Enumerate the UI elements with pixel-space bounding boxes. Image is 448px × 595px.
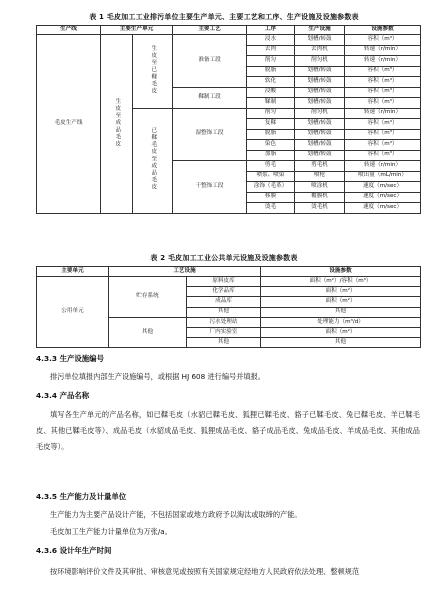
param-cell: 面积（m²） (261, 287, 421, 297)
step-cell: 浸酸 (247, 87, 295, 98)
param-cell: 处理能力（m³/d） (261, 317, 421, 327)
param-cell: 转速（r/min） (345, 45, 421, 56)
facility-cell: 成品库 (187, 297, 261, 307)
header-cell: 生产线 (37, 26, 101, 35)
main-unit-cell: 生皮至成品毛皮 (101, 35, 133, 214)
facility-cell: 去肉机 (295, 45, 345, 56)
process-cell: 湿整饰工段 (173, 108, 247, 161)
step-cell: 软化 (247, 77, 295, 88)
header-cell: 工艺设施 (109, 267, 261, 277)
facility-cell: 划槽/转鼓 (295, 77, 345, 88)
header-cell: 主要工艺 (173, 26, 247, 35)
param-cell: 容积（m³） (345, 119, 421, 130)
facility-cell: 划槽/转鼓 (295, 98, 345, 109)
table1-caption: 表 1 毛皮加工工业排污单位主要生产单元、主要工艺和工序、生产设施及设施参数表 (89, 13, 359, 21)
param-cell: 转速（r/min） (345, 161, 421, 172)
table2-caption: 表 2 毛皮加工工业公共单元设施及设施参数表 (150, 254, 298, 262)
facility-cell: 烫毛机 (295, 203, 345, 214)
param-cell: 容积（m³） (345, 35, 421, 46)
facility-cell: 划槽/转鼓 (295, 119, 345, 130)
step-cell: 移膜 (247, 192, 295, 203)
section-heading-4-3-4: 4.3.4 产品名称 (36, 391, 90, 400)
process-cell: 准备工段 (173, 35, 247, 88)
sub-unit-cell: 已鞣毛皮至成品毛皮 (133, 108, 173, 213)
facility-cell: 喷涂机 (295, 182, 345, 193)
section-heading-4-3-5: 4.3.5 生产能力及计量单位 (36, 492, 127, 501)
param-cell: 喷出量（mL/min） (345, 171, 421, 182)
param-cell: 容积（m³） (345, 66, 421, 77)
param-cell: 容积（m³） (345, 98, 421, 109)
section-paragraph: 生产能力为主要产品设计产能，不包括国家或地方政府予以淘汰或取缔的产能。 (50, 510, 302, 519)
param-cell: 容积（m³） (345, 87, 421, 98)
step-cell: 浸水 (247, 35, 295, 46)
step-cell: 染色 (247, 140, 295, 151)
section-paragraph: 填写各生产单元的产品名称，如已鞣毛皮（水貂已鞣毛皮、狐狸已鞣毛皮、貉子已鞣毛皮、兔已鞣毛皮、羊已鞣毛皮、其他已鞣毛皮等）、成品毛皮（水貂成品毛皮、狐狸成品毛皮、貉子成品毛皮、兔成品毛皮、羊成品毛皮、其他成品毛皮等）。 (36, 410, 420, 451)
other-category-cell: 其他 (109, 317, 187, 348)
step-cell: 去肉 (247, 45, 295, 56)
section-paragraph: 按环境影响评价文件及其审批、审核意见或按照有关国家规定经地方人民政府依法处理、整顿规范 (50, 567, 360, 576)
step-cell: 削匀 (247, 108, 295, 119)
section-paragraph: 毛皮加工生产能力计量单位为万张/a。 (50, 527, 172, 536)
storage-system-cell: 贮存系统 (109, 277, 187, 318)
facility-cell: 原料皮库 (187, 277, 261, 287)
facility-cell: 其他 (187, 307, 261, 317)
facility-cell: 厂内实验室 (187, 327, 261, 337)
header-cell: 主要单元 (37, 267, 109, 277)
param-cell: 容积（m³） (345, 129, 421, 140)
step-cell: 喷浆、喷染 (247, 171, 295, 182)
step-cell: 鞣制 (247, 98, 295, 109)
param-cell: 速度（m/sec） (345, 182, 421, 193)
header-cell: 工序 (247, 26, 295, 35)
step-cell: 剪毛 (247, 161, 295, 172)
param-cell: 速度（m/sec） (345, 192, 421, 203)
param-cell: 转速（r/min） (345, 56, 421, 67)
param-cell: 转速（r/min） (345, 108, 421, 119)
step-cell: 烫毛 (247, 203, 295, 214)
facility-cell: 划槽/转鼓 (295, 150, 345, 161)
facility-cell: 剪毛机 (295, 161, 345, 172)
header-cell: 生产设施 (295, 26, 345, 35)
section-heading-4-3-3: 4.3.3 生产设施编号 (36, 354, 104, 363)
facility-cell: 削匀机 (295, 56, 345, 67)
param-cell: 容积（m³） (345, 77, 421, 88)
sub-unit-cell: 生皮至已鞣毛皮 (133, 35, 173, 109)
step-cell: 加脂 (247, 150, 295, 161)
step-cell: 复鞣 (247, 119, 295, 130)
process-cell: 干整饰工段 (173, 161, 247, 214)
param-cell: 面积（m²） (261, 297, 421, 307)
step-cell: 削匀 (247, 56, 295, 67)
facility-cell: 喷枪 (295, 171, 345, 182)
process-cell: 鞣制工段 (173, 87, 247, 108)
header-cell: 设施参数 (345, 26, 421, 35)
param-cell: 面积（m²） (261, 327, 421, 337)
param-cell: 容积（m³） (345, 150, 421, 161)
production-line-cell: 毛皮生产线 (37, 35, 101, 214)
section-paragraph: 排污单位填报内部生产设施编号，或根据 HJ 608 进行编号并填报。 (50, 372, 265, 381)
facility-cell: 划槽/转鼓 (295, 87, 345, 98)
facility-cell: 其他 (187, 338, 261, 348)
table1-header-row (37, 26, 421, 35)
table1 (36, 25, 421, 214)
header-cell: 设施参数 (261, 267, 421, 277)
public-unit-cell: 公用单元 (37, 277, 109, 348)
param-cell: 其他 (261, 338, 421, 348)
facility-cell: 划槽/转鼓 (295, 129, 345, 140)
step-cell: 脱脂 (247, 66, 295, 77)
facility-cell: 划槽/转鼓 (295, 140, 345, 151)
table-row (37, 277, 421, 287)
param-cell: 其他 (261, 307, 421, 317)
section-heading-4-3-6: 4.3.6 设计年生产时间 (36, 546, 112, 555)
step-cell: 涂饰（毛革） (247, 182, 295, 193)
facility-cell: 化学品库 (187, 287, 261, 297)
header-cell: 主要生产单元 (101, 26, 173, 35)
table2-header-row (37, 267, 421, 277)
param-cell: 速度（m/sec） (345, 203, 421, 214)
facility-cell: 划槽/转鼓 (295, 66, 345, 77)
param-cell: 容积（m³） (345, 140, 421, 151)
table-row (37, 35, 421, 46)
facility-cell: 划槽/转鼓 (295, 35, 345, 46)
facility-cell: 覆膜机 (295, 192, 345, 203)
param-cell: 面积（m²）/容积（m³） (261, 277, 421, 287)
table2 (36, 266, 421, 348)
step-cell: 脱脂 (247, 129, 295, 140)
facility-cell: 污水处理站 (187, 317, 261, 327)
facility-cell: 削匀机 (295, 108, 345, 119)
